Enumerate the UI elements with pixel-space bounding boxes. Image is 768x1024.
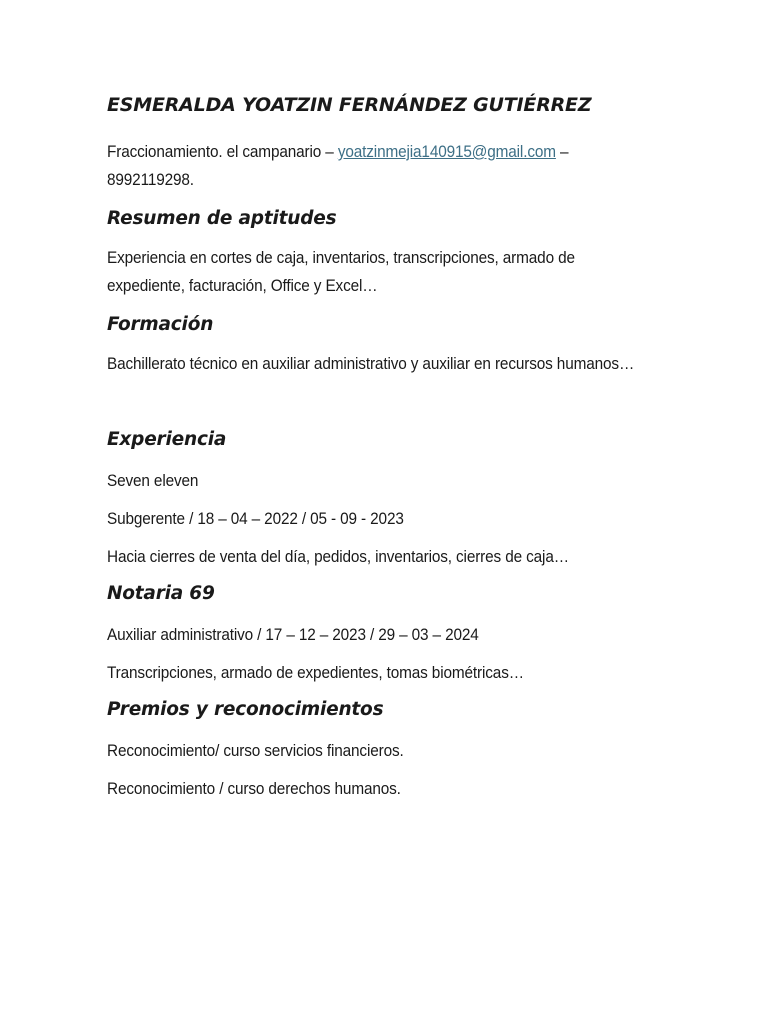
candidate-name: ESMERALDA YOATZIN FERNÁNDEZ GUTIÉRREZ (107, 94, 592, 116)
skills-heading: Resumen de aptitudes (107, 208, 337, 229)
award-item-2: Reconocimiento / curso derechos humanos. (107, 780, 401, 798)
education-text: Bachillerato técnico en auxiliar administrativo y auxiliar en recursos humanos… (107, 355, 635, 373)
contact-line (107, 138, 646, 194)
education-heading: Formación (107, 314, 214, 335)
phone-text: 8992119298. (107, 171, 194, 189)
award-item-1: Reconocimiento/ curso servicios financieros. (107, 742, 404, 760)
resume-content (107, 92, 647, 803)
job2-company-heading: Notaria 69 (107, 583, 215, 604)
job2-description: Transcripciones, armado de expedientes, tomas biométricas… (107, 664, 524, 682)
email-link[interactable]: yoatzinmejia140915@gmail.com (337, 143, 556, 161)
job2-role: Auxiliar administrativo / 17 – 12 – 2023 / 29 – 03 – 2024 (107, 626, 479, 644)
job1-description: Hacia cierres de venta del día, pedidos, inventarios, cierres de caja… (107, 548, 569, 566)
experience-heading: Experiencia (107, 429, 227, 450)
contact-dash: – (560, 143, 569, 161)
job1-role: Subgerente / 18 – 04 – 2022 / 05 - 09 - 2023 (107, 510, 404, 528)
job1-company: Seven eleven (107, 472, 199, 490)
address-text: Fraccionamiento. el campanario – (107, 143, 334, 161)
awards-heading: Premios y reconocimientos (107, 699, 384, 720)
skills-text: Experiencia en cortes de caja, inventarios, transcripciones, armado de expediente, facturación, Office y Excel… (107, 249, 575, 295)
